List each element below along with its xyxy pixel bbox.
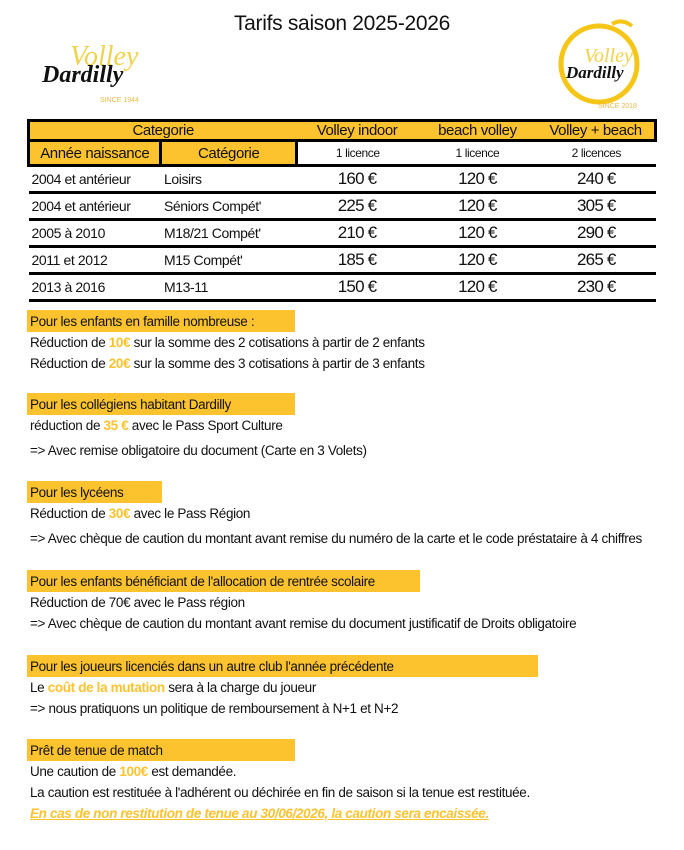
section-line [27,415,367,436]
section-mutation [27,655,538,719]
section-allocation-rentree [27,570,576,634]
subheader-annee-naissance: Année naissance [29,141,161,166]
cell-indoor-price: 160 € [296,166,417,193]
subheader-categorie: Catégorie [161,141,296,166]
cell-both-price: 305 € [537,193,655,220]
text: Le [30,680,48,695]
section-heading: Pour les enfants bénéficiant de l'allocation de rentrée scolaire [27,570,420,592]
section-line [27,677,538,698]
section-line: => Avec chèque de caution du montant avant remise du document justificatif de Droits obligatoire [30,616,577,631]
highlight-amount: 20€ [108,356,131,371]
table-row [29,166,656,193]
highlight-amount: 10€ [108,335,131,350]
table-header-row [29,121,656,141]
cell-category: Loisirs [161,166,296,193]
page-title: Tarifs saison 2025-2026 [233,12,451,35]
table-row [29,247,656,274]
cell-year: 2005 à 2010 [29,220,161,247]
section-famille-nombreuse [27,310,425,374]
section-heading: Pour les joueurs licenciés dans un autre club l'année précédente [27,655,538,677]
svg-text:Volley: Volley [70,41,139,72]
section-heading: Pour les enfants en famille nombreuse : [27,310,295,332]
cell-category: M15 Compét' [161,247,296,274]
table-row [29,274,656,301]
cell-beach-price: 120 € [418,274,537,301]
text: Une caution de [30,764,120,779]
cell-both-price: 265 € [537,247,655,274]
section-line: => Avec remise obligatoire du document (Carte en 3 Volets) [30,443,367,458]
cell-both-price: 230 € [537,274,655,301]
cell-indoor-price: 185 € [296,247,417,274]
text: sera à la charge du joueur [164,680,316,695]
header-volley-beach: Volley + beach [537,121,655,141]
cell-year: 2004 et antérieur [29,166,161,193]
cell-both-price: 290 € [537,220,655,247]
licence-count: 1 licence [418,141,537,166]
cell-beach-price: 120 € [418,220,537,247]
svg-text:SINCE 2018: SINCE 2018 [598,103,637,110]
highlight-amount: 100€ [119,764,148,779]
section-heading: Pour les collégiens habitant Dardilly [27,393,295,415]
text: avec le Pass Sport Culture [128,418,283,433]
section-line [27,353,425,374]
text: Réduction de [30,506,109,521]
text: Réduction de [30,356,109,371]
cell-category: M18/21 Compét' [161,220,296,247]
table-row [29,193,656,220]
section-line: La caution est restituée à l'adhérent ou déchirée en fin de saison si la tenue est restituée. [30,785,530,800]
section-lyceens [27,481,642,549]
svg-text:Volley: Volley [584,45,633,67]
licence-count: 2 licences [537,141,655,166]
header-beach-volley: beach volley [418,121,537,141]
cell-beach-price: 120 € [418,166,537,193]
pricing-table [27,119,657,302]
svg-text:Dardilly: Dardilly [566,63,624,82]
cell-indoor-price: 210 € [296,220,417,247]
cell-indoor-price: 150 € [296,274,417,301]
highlight-amount: 35 € [103,418,129,433]
cell-both-price: 240 € [537,166,655,193]
highlight-amount: 30€ [108,506,131,521]
section-collegiens [27,393,367,461]
cell-category: M13-11 [161,274,296,301]
cell-year: 2011 et 2012 [29,247,161,274]
svg-text:Dardilly: Dardilly [42,62,124,88]
table-subheader-row [29,141,656,166]
text: sur la somme des 3 cotisations à partir de 3 enfants [130,356,425,371]
cell-category: Séniors Compét' [161,193,296,220]
cell-year: 2004 et antérieur [29,193,161,220]
section-line: => nous pratiquons un politique de remboursement à N+1 et N+2 [30,701,399,716]
header-volley-indoor: Volley indoor [296,121,417,141]
section-line [27,503,642,524]
text: sur la somme des 2 cotisations à partir de 2 enfants [130,335,425,350]
text: Réduction de [30,335,109,350]
text: est demandée. [147,764,237,779]
highlight-text: coût de la mutation [47,680,165,695]
licence-count: 1 licence [296,141,417,166]
header-categorie: Categorie [29,121,297,141]
section-heading: Prêt de tenue de match [27,739,295,761]
cell-beach-price: 120 € [418,247,537,274]
cell-year: 2013 à 2016 [29,274,161,301]
cell-indoor-price: 225 € [296,193,417,220]
warning-line: En cas de non restitution de tenue au 30/06/2026, la caution sera encaissée. [30,806,489,821]
text: avec le Pass Région [130,506,251,521]
section-line: => Avec chèque de caution du montant avant remise du numéro de la carte et le code préstataire à 4 chiffres [30,531,642,546]
section-line: Réduction de 70€ avec le Pass région [30,595,245,610]
section-heading: Pour les lycéens [27,481,162,503]
cell-beach-price: 120 € [418,193,537,220]
section-pret-tenue [27,739,530,824]
section-line [27,761,530,782]
table-row [29,220,656,247]
section-line [27,332,425,353]
text: réduction de [30,418,104,433]
svg-text:SINCE 1944: SINCE 1944 [100,97,139,104]
